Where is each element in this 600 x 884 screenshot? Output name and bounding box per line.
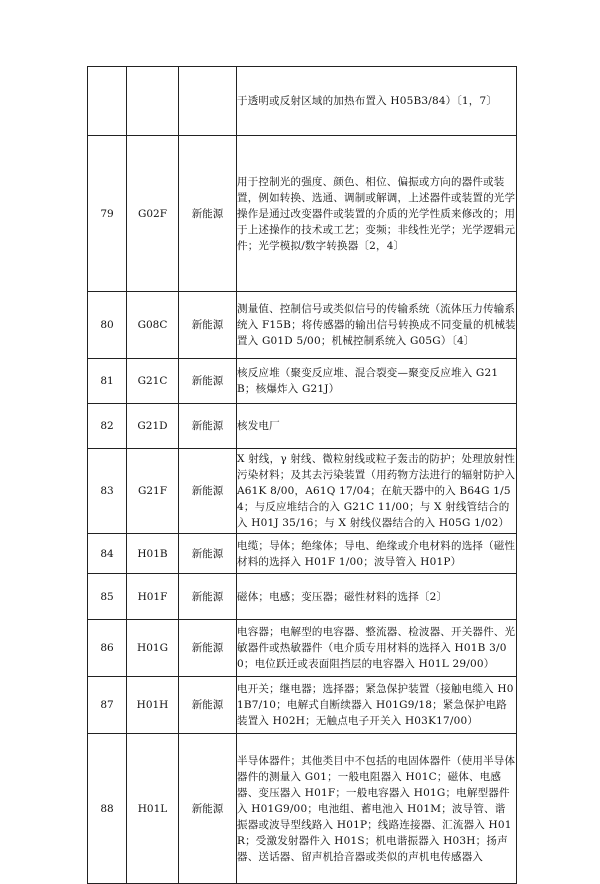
table-row (88, 734, 517, 884)
description: 测量值、控制信号或类似信号的传输系统（流体压力传输系统入 F15B；将传感器的输出信号转换成不同变量的机械装置入 G01D 5/00；机械控制系统入 G05G）〔4〕 (237, 292, 517, 359)
ipc-code: G21F (127, 449, 179, 534)
row-number: 83 (88, 449, 127, 534)
row-number: 86 (88, 620, 127, 677)
description: 半导体器件；其他类目中不包括的电固体器件（使用半导体器件的测量入 G01；一般电阻器入 H01C；磁体、电感器、变压器入 H01F；一般电容器入 H01G；电解型器件入 H01G9/00；电池组、蓄电池入 H01M；波导管、谐振器或波导型线路入 H01P；线路连接器、汇流器入 H01R；受激发射器件入 H01S；机电谐振器入 H03H；扬声器、送话器、留声机拾音器或类似的声机电传感器入 (237, 734, 517, 884)
row-number: 87 (88, 677, 127, 734)
row-number: 82 (88, 404, 127, 449)
field-category: 新能源 (179, 136, 237, 292)
table-row (88, 136, 517, 292)
ipc-code: G21C (127, 359, 179, 404)
ipc-code: H01G (127, 620, 179, 677)
description: 电容器；电解型的电容器、整流器、检波器、开关器件、光敏器件或热敏器件（电介质专用材料的选择入 H01B 3/00；电位跃迁或表面阻挡层的电容器入 H01L 29/00） (237, 620, 517, 677)
table-row (88, 449, 517, 534)
ipc-code: G02F (127, 136, 179, 292)
table-row (88, 534, 517, 574)
ipc-code: H01F (127, 574, 179, 620)
table-row (88, 404, 517, 449)
table-row (88, 620, 517, 677)
description: 磁体；电感；变压器；磁性材料的选择〔2〕 (237, 574, 517, 620)
description: 用于控制光的强度、颜色、相位、偏振或方向的器件或装置，例如转换、选通、调制或解调，上述器件或装置的光学操作是通过改变器件或装置的介质的光学性质来修改的；用于上述操作的技术或工艺；变频；非线性光学；光学逻辑元件；光学模拟/数字转换器〔2，4〕 (237, 136, 517, 292)
ipc-classification-table (87, 66, 517, 884)
row-number (88, 67, 127, 136)
field-category: 新能源 (179, 677, 237, 734)
row-number: 81 (88, 359, 127, 404)
field-category: 新能源 (179, 404, 237, 449)
ipc-code: H01B (127, 534, 179, 574)
row-number: 84 (88, 534, 127, 574)
field-category: 新能源 (179, 574, 237, 620)
ipc-code (127, 67, 179, 136)
field-category: 新能源 (179, 734, 237, 884)
description: 于透明或反射区域的加热布置入 H05B3/84）〔1，7〕 (237, 67, 517, 136)
description: 核反应堆（聚变反应堆、混合裂变—聚变反应堆入 G21B；核爆炸入 G21J） (237, 359, 517, 404)
row-number: 79 (88, 136, 127, 292)
description: X 射线，γ 射线、微粒射线或粒子轰击的防护；处理放射性污染材料；及其去污染装置（用药物方法进行的辐射防护入 A61K 8/00，A61Q 17/04；在航天器中的入 B64G 1/54；与反应堆结合的入 G21C 11/00；与 X 射线管结合的入 H01J 35/16；与 X 射线仪器结合的入 H05G 1/02） (237, 449, 517, 534)
row-number: 85 (88, 574, 127, 620)
ipc-code: G21D (127, 404, 179, 449)
table-row (88, 574, 517, 620)
field-category: 新能源 (179, 359, 237, 404)
description: 电开关；继电器；选择器；紧急保护装置（接触电缆入 H01B7/10；电解式自断续器入 H01G9/18；紧急保护电路装置入 H02H；无触点电子开关入 H03K17/00） (237, 677, 517, 734)
ipc-code: H01L (127, 734, 179, 884)
table-row (88, 359, 517, 404)
field-category: 新能源 (179, 449, 237, 534)
ipc-code: G08C (127, 292, 179, 359)
table-row (88, 292, 517, 359)
field-category (179, 67, 237, 136)
row-number: 88 (88, 734, 127, 884)
ipc-code: H01H (127, 677, 179, 734)
field-category: 新能源 (179, 534, 237, 574)
field-category: 新能源 (179, 292, 237, 359)
table-row (88, 67, 517, 136)
description: 电缆；导体；绝缘体；导电、绝缘或介电材料的选择（磁性材料的选择入 H01F 1/00；波导管入 H01P） (237, 534, 517, 574)
description: 核发电厂 (237, 404, 517, 449)
table-row (88, 677, 517, 734)
row-number: 80 (88, 292, 127, 359)
field-category: 新能源 (179, 620, 237, 677)
